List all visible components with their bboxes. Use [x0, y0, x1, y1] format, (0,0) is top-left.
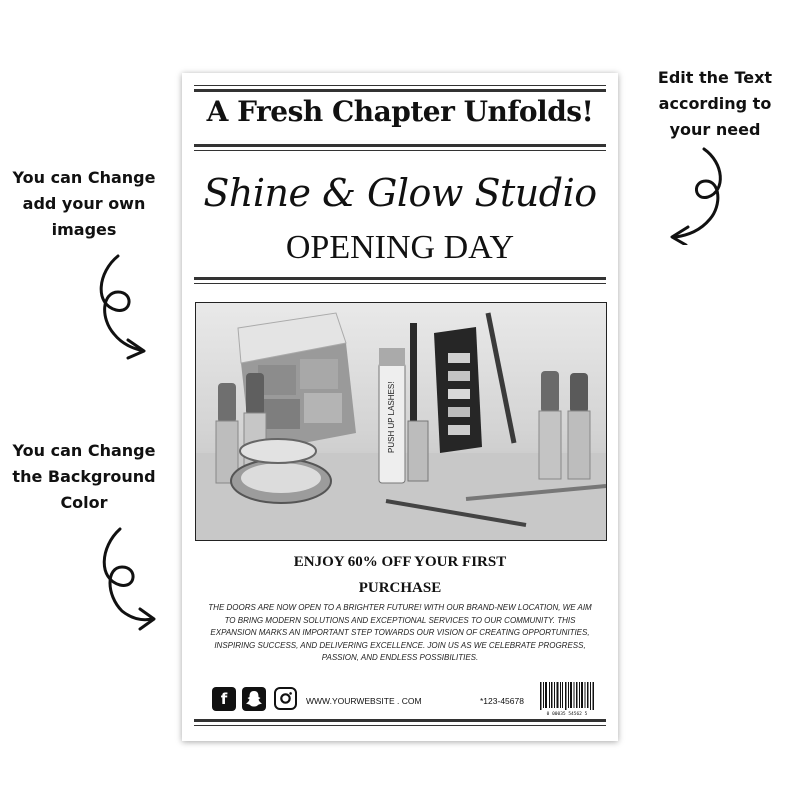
headline[interactable]: A Fresh Chapter Unfolds!	[206, 95, 594, 128]
body-paragraph[interactable]: THE DOORS ARE NOW OPEN TO A BRIGHTER FUTURE! WITH OUR BRAND-NEW LOCATION, WE AIM TO BRING MODERN SOLUTIONS AND EXCEPTIONAL SERVICES TO OUR COMMUNITY. THIS EXPANSION MARKS AN IMPORTANT STEP TOWARDS OUR VISION OF CREATING OPPORTUNITIES, INSPIRING SUCCESS, AND DELIVERING EXCELLENCE. JOIN US AS WE CELEBRATE PROGRESS, PASSION, AND ENDLESS POSSIBILITIES.	[208, 603, 592, 662]
footer	[212, 686, 592, 716]
svg-text:PUSH UP LASHES!: PUSH UP LASHES!	[387, 381, 396, 453]
bottom-rule	[194, 719, 606, 722]
loop-arrow-icon	[88, 252, 158, 362]
event-title[interactable]: OPENING DAY	[285, 229, 515, 266]
compact-mirror-icon	[231, 439, 331, 503]
cosmetics-image	[196, 303, 606, 540]
bottom-rule-thin	[194, 725, 606, 726]
phone-number: *123-45678	[480, 696, 524, 706]
offer-line-2: PURCHASE	[358, 580, 442, 596]
barcode-icon	[538, 682, 596, 716]
title-rule-thin	[194, 283, 606, 284]
offer-text[interactable]	[182, 549, 618, 601]
website-link[interactable]: WWW.YOURWEBSITE . COM	[306, 696, 422, 706]
snapchat-icon[interactable]	[242, 687, 266, 711]
mascara-icon	[379, 323, 428, 483]
instagram-icon[interactable]	[274, 687, 297, 710]
svg-text:0 00035 54562 5: 0 00035 54562 5	[546, 712, 588, 716]
eye-pencil-icon	[488, 313, 514, 443]
annotation-change-background: You can Change the Background Color	[12, 441, 156, 512]
annotation-change-images: You can Change add your own images	[12, 168, 156, 239]
annotation-edit-text: Edit the Text according to your need	[657, 68, 773, 139]
black-palette-icon	[434, 327, 482, 453]
studio-name[interactable]: Shine & Glow Studio	[203, 171, 597, 215]
top-rule-thick	[194, 89, 606, 92]
facebook-icon[interactable]: f	[212, 687, 236, 711]
title-rule	[194, 277, 606, 280]
product-photo[interactable]	[195, 302, 607, 541]
flyer	[182, 73, 618, 741]
headline-rule	[194, 144, 606, 147]
top-rule	[194, 85, 606, 86]
headline-rule-thin	[194, 150, 606, 151]
loop-arrow-icon	[664, 145, 734, 245]
loop-arrow-icon	[92, 525, 164, 635]
offer-line-1: ENJOY 60% OFF YOUR FIRST	[293, 554, 507, 570]
